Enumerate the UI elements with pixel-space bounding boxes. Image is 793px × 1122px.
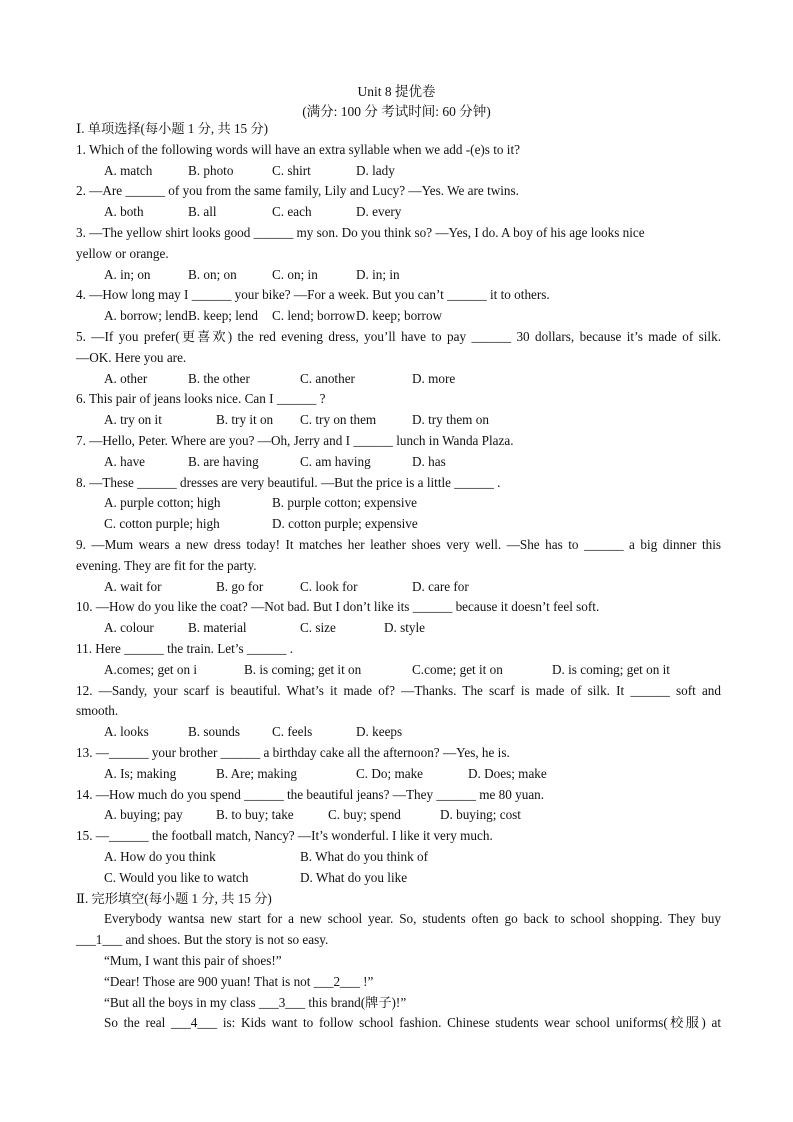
answer-option: B. to buy; take [216,807,294,823]
answer-option: C.come; get it on [412,661,503,677]
question-text: 7. —Hello, Peter. Where are you? —Oh, Jerry and I ______ lunch in Wanda Plaza. [76,433,514,448]
answer-option: B. all [188,204,217,220]
question-text: —OK. Here you are. [76,349,187,365]
answer-option: A. have [104,453,146,469]
answer-option: C. on; in [272,266,318,282]
passage-line: So the real ___4___ is: Kids want to follow school fashion. Chinese students wear school uniforms(校服) at [104,1015,721,1031]
question-text: 1. Which of the following words will have an extra syllable when we add -(e)s to it? [76,141,520,157]
answer-option: B. keep; lend [188,308,258,324]
answer-option: C. feels [272,724,313,740]
answer-option: D. keeps [356,724,403,740]
answer-option: B. on; on [188,266,237,282]
question-text: yellow or orange. [76,245,169,261]
answer-option: C. Do; make [356,765,424,781]
answer-option: C. buy; spend [328,807,401,823]
passage-line: ___1___ and shoes. But the story is not so easy. [76,932,329,948]
question-text: 5. —If you prefer(更喜欢) the red evening dress, you’ll have to pay ______ 30 dollars, because it’s made of silk. [76,329,721,344]
answer-option: C. cotton purple; high [104,516,220,532]
passage-line: “But all the boys in my class ___3___ this brand(牌子)!” [104,994,407,1010]
answer-option: C. try on them [300,412,377,428]
answer-option: A.comes; get on i [104,661,198,677]
answer-option: C. am having [300,453,371,469]
question-text: 15. —______ the football match, Nancy? —It’s wonderful. I like it very much. [76,828,493,844]
question-text: 6. This pair of jeans looks nice. Can I ______ ? [76,391,326,407]
answer-option: A. colour [104,620,154,636]
answer-option: A. wait for [104,578,162,594]
answer-option: D. What do you like [300,869,408,885]
answer-option: B. go for [216,578,264,594]
answer-option: C. another [300,370,355,386]
answer-option: B. are having [188,453,259,469]
question-text: 2. —Are ______ of you from the same family, Lily and Lucy? —Yes. We are twins. [76,183,519,199]
answer-option: A. How do you think [104,849,216,864]
answer-option: D. in; in [356,266,400,282]
answer-option: A. both [104,204,144,220]
answer-option: B. material [188,620,247,636]
question-text: 8. —These ______ dresses are very beautiful. —But the price is a little ______ . [76,474,501,490]
answer-option: A. match [104,162,153,178]
question-text: 10. —How do you like the coat? —Not bad. But I don’t like its ______ because it doesn’t feel soft. [76,599,600,615]
answer-option: B. the other [188,370,250,386]
answer-option: B. sounds [188,724,241,740]
answer-option: D. every [356,204,402,220]
answer-option: D. more [412,370,456,386]
answer-option: A. other [104,370,148,386]
answer-option: A. buying; pay [104,807,183,823]
answer-option: B. try it on [216,412,274,428]
answer-option: A. looks [104,724,149,740]
question-text: 3. —The yellow shirt looks good ______ my son. Do you think so? —Yes, I do. A boy of his age looks nice [76,225,645,240]
passage-line: Everybody wantsa new start for a new school year. So, students often go back to school shopping. They buy [104,911,721,927]
question-text: evening. They are fit for the party. [76,557,257,573]
answer-option: C. each [272,204,312,220]
question-text: 14. —How much do you spend ______ the beautiful jeans? —They ______ me 80 yuan. [76,786,545,802]
answer-option: A. purple cotton; high [104,495,221,511]
answer-option: D. buying; cost [440,807,521,823]
answer-option: B. photo [188,162,234,178]
answer-option: B. Are; making [216,765,297,781]
answer-option: D. care for [412,578,469,594]
answer-option: D. style [384,620,426,636]
page-subtitle: (满分: 100 分 考试时间: 60 分钟) [302,104,491,119]
answer-option: D. keep; borrow [356,308,443,324]
section-heading: Ⅱ. 完形填空(每小题 1 分, 共 15 分) [76,890,272,906]
answer-option: A. in; on [104,266,151,282]
answer-option: D. has [412,453,446,469]
question-text: 4. —How long may I ______ your bike? —For a week. But you can’t ______ it to others. [76,287,550,303]
answer-option: C. look for [300,578,358,594]
answer-option: A. try on it [104,412,162,428]
answer-option: A. borrow; lend [104,308,188,324]
question-text: 9. —Mum wears a new dress today! It matches her leather shoes very well. —She has to ______ a big dinner this [76,537,721,552]
answer-option: D. cotton purple; expensive [272,516,418,532]
passage-line: “Mum, I want this pair of shoes!” [104,953,282,968]
answer-option: D. lady [356,162,395,178]
question-text: smooth. [76,703,119,719]
answer-option: C. shirt [272,162,311,178]
section-heading: Ⅰ. 单项选择(每小题 1 分, 共 15 分) [76,121,269,136]
answer-option: C. Would you like to watch [104,869,249,885]
answer-option: D. Does; make [468,765,547,781]
answer-option: B. is coming; get it on [244,661,362,677]
answer-option: A. Is; making [104,765,177,781]
answer-option: B. What do you think of [300,849,428,864]
passage-line: “Dear! Those are 900 yuan! That is not ___2___ !” [104,973,374,989]
answer-option: B. purple cotton; expensive [272,495,418,511]
answer-option: C. lend; borrow [272,308,356,324]
question-text: 12. —Sandy, your scarf is beautiful. What’s it made of? —Thanks. The scarf is made of silk. It ______ soft and [76,682,721,698]
question-text: 13. —______ your brother ______ a birthday cake all the afternoon? —Yes, he is. [76,745,510,760]
answer-option: C. size [300,620,336,636]
question-text: 11. Here ______ the train. Let’s ______ . [76,641,294,656]
answer-option: D. try them on [412,412,489,428]
page-title: Unit 8 提优卷 [357,84,436,99]
answer-option: D. is coming; get on it [552,661,670,677]
